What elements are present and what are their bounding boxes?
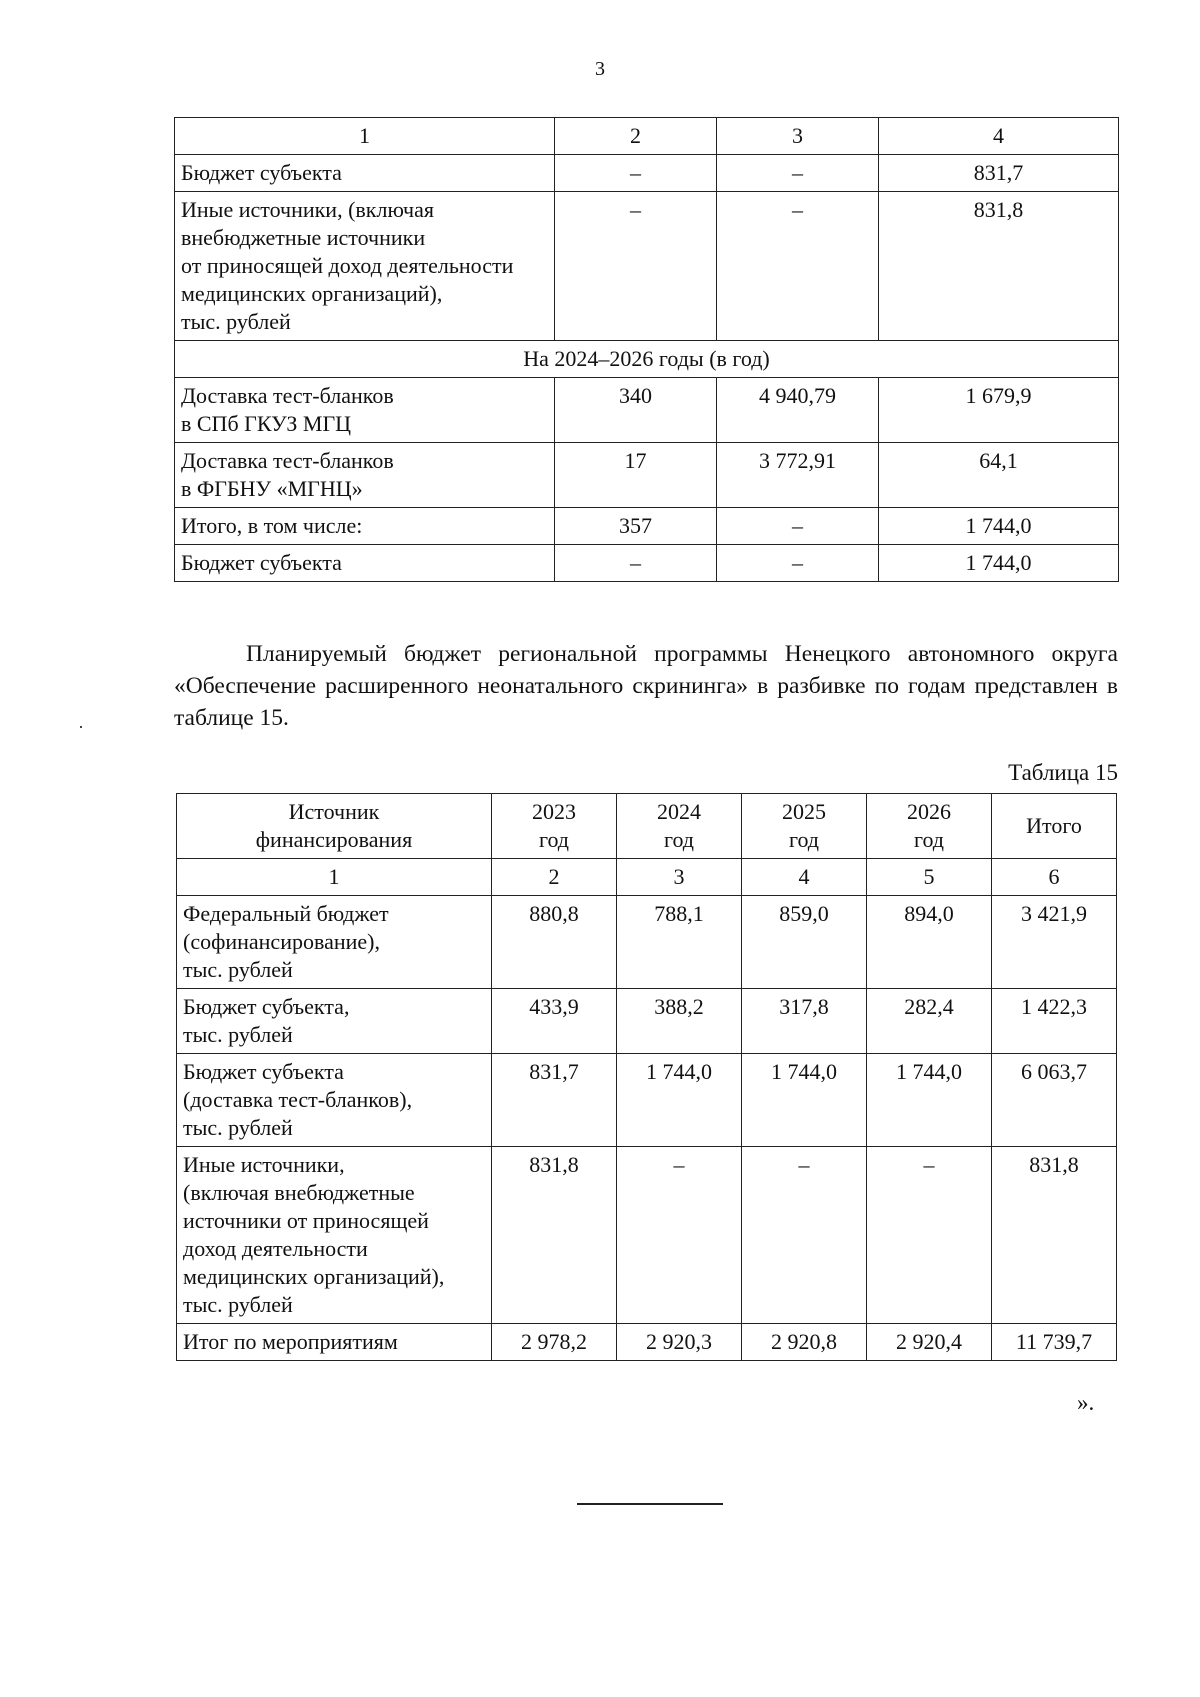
column-header-2023: 2023 год bbox=[492, 794, 617, 859]
table-cell: 282,4 bbox=[867, 989, 992, 1054]
table-cell: 1 744,0 bbox=[879, 545, 1119, 582]
table-cell: – bbox=[555, 545, 717, 582]
table-cell: 859,0 bbox=[742, 896, 867, 989]
table-cell: 831,7 bbox=[879, 155, 1119, 192]
column-number: 5 bbox=[867, 859, 992, 896]
table-cell: 3 772,91 bbox=[717, 443, 879, 508]
table-cell: 894,0 bbox=[867, 896, 992, 989]
end-divider bbox=[577, 1503, 723, 1505]
table-row bbox=[175, 192, 1119, 341]
table-row bbox=[177, 989, 1117, 1054]
table-cell: 4 940,79 bbox=[717, 378, 879, 443]
row-label: Доставка тест-бланков в СПб ГКУЗ МГЦ bbox=[175, 378, 555, 443]
column-number: 1 bbox=[177, 859, 492, 896]
table-row bbox=[175, 155, 1119, 192]
table-row bbox=[175, 443, 1119, 508]
row-label: Итог по мероприятиям bbox=[177, 1324, 492, 1361]
total-row bbox=[177, 1324, 1117, 1361]
table-cell: – bbox=[867, 1147, 992, 1324]
row-label: Доставка тест-бланков в ФГБНУ «МГНЦ» bbox=[175, 443, 555, 508]
column-header-2024: 2024 год bbox=[617, 794, 742, 859]
row-label: Бюджет субъекта, тыс. рублей bbox=[177, 989, 492, 1054]
scan-speck bbox=[80, 726, 82, 728]
column-header-2025: 2025 год bbox=[742, 794, 867, 859]
table-cell: – bbox=[717, 192, 879, 341]
row-label: Бюджет субъекта (доставка тест-бланков), тыс. рублей bbox=[177, 1054, 492, 1147]
column-number: 4 bbox=[742, 859, 867, 896]
table-cell: 831,8 bbox=[492, 1147, 617, 1324]
table-cell: 388,2 bbox=[617, 989, 742, 1054]
column-number: 3 bbox=[617, 859, 742, 896]
table-row bbox=[177, 896, 1117, 989]
row-label: Федеральный бюджет (софинансирование), тыс. рублей bbox=[177, 896, 492, 989]
table-cell: 2 920,8 bbox=[742, 1324, 867, 1361]
table-cell: 831,8 bbox=[992, 1147, 1117, 1324]
column-number: 2 bbox=[555, 118, 717, 155]
row-label: Иные источники, (включая внебюджетные источники от приносящей доход деятельности медицинских организаций), тыс. рублей bbox=[175, 192, 555, 341]
table-caption: Таблица 15 bbox=[1008, 760, 1118, 785]
column-header-2026: 2026 год bbox=[867, 794, 992, 859]
row-label: Бюджет субъекта bbox=[175, 155, 555, 192]
table-cell: 1 744,0 bbox=[867, 1054, 992, 1147]
table-cell: 433,9 bbox=[492, 989, 617, 1054]
row-label: Итого, в том числе: bbox=[175, 508, 555, 545]
table-cell: 11 739,7 bbox=[992, 1324, 1117, 1361]
table-cell: 357 bbox=[555, 508, 717, 545]
body-paragraph: Планируемый бюджет региональной программы Ненецкого автономного округа «Обеспечение расширенного неонатального скрининга» в разбивке по годам представлен в таблице 15. bbox=[174, 641, 1118, 731]
table-cell: – bbox=[555, 155, 717, 192]
table-cell: 1 744,0 bbox=[879, 508, 1119, 545]
table-cell: 2 920,3 bbox=[617, 1324, 742, 1361]
table-cell: – bbox=[717, 508, 879, 545]
table-header-row bbox=[177, 794, 1117, 859]
table-cell: 831,7 bbox=[492, 1054, 617, 1147]
table-cell: 1 679,9 bbox=[879, 378, 1119, 443]
section-heading-row bbox=[175, 341, 1119, 378]
page-number: 3 bbox=[595, 58, 605, 80]
table-cell: 880,8 bbox=[492, 896, 617, 989]
table-row bbox=[177, 1147, 1117, 1324]
column-number: 4 bbox=[879, 118, 1119, 155]
table-cell: 6 063,7 bbox=[992, 1054, 1117, 1147]
section-heading: На 2024–2026 годы (в год) bbox=[175, 341, 1119, 378]
table-cell: – bbox=[717, 545, 879, 582]
column-number: 1 bbox=[175, 118, 555, 155]
row-label: Иные источники, (включая внебюджетные источники от приносящей доход деятельности медицинских организаций), тыс. рублей bbox=[177, 1147, 492, 1324]
table-cell: 340 bbox=[555, 378, 717, 443]
table-row bbox=[177, 1054, 1117, 1147]
closing-quote-mark: ». bbox=[1077, 1390, 1095, 1415]
budget-table bbox=[176, 793, 1117, 1361]
table-cell: 64,1 bbox=[879, 443, 1119, 508]
table-cell: 2 920,4 bbox=[867, 1324, 992, 1361]
table-cell: – bbox=[617, 1147, 742, 1324]
table-row bbox=[175, 508, 1119, 545]
row-label: Бюджет субъекта bbox=[175, 545, 555, 582]
table-cell: 788,1 bbox=[617, 896, 742, 989]
table-cell: 831,8 bbox=[879, 192, 1119, 341]
table-cell: 3 421,9 bbox=[992, 896, 1117, 989]
table-cell: – bbox=[555, 192, 717, 341]
column-header-total: Итого bbox=[992, 794, 1117, 859]
table-row bbox=[175, 545, 1119, 582]
table-cell: 1 422,3 bbox=[992, 989, 1117, 1054]
table-cell: 317,8 bbox=[742, 989, 867, 1054]
table-cell: – bbox=[742, 1147, 867, 1324]
column-number: 6 bbox=[992, 859, 1117, 896]
table-cell: 17 bbox=[555, 443, 717, 508]
column-number: 3 bbox=[717, 118, 879, 155]
table-cell: 1 744,0 bbox=[617, 1054, 742, 1147]
table-row bbox=[175, 378, 1119, 443]
cost-table bbox=[174, 117, 1119, 582]
column-number: 2 bbox=[492, 859, 617, 896]
table-cell: – bbox=[717, 155, 879, 192]
table-cell: 1 744,0 bbox=[742, 1054, 867, 1147]
table-header-row bbox=[175, 118, 1119, 155]
table-cell: 2 978,2 bbox=[492, 1324, 617, 1361]
column-header-source: Источник финансирования bbox=[177, 794, 492, 859]
column-number-row bbox=[177, 859, 1117, 896]
